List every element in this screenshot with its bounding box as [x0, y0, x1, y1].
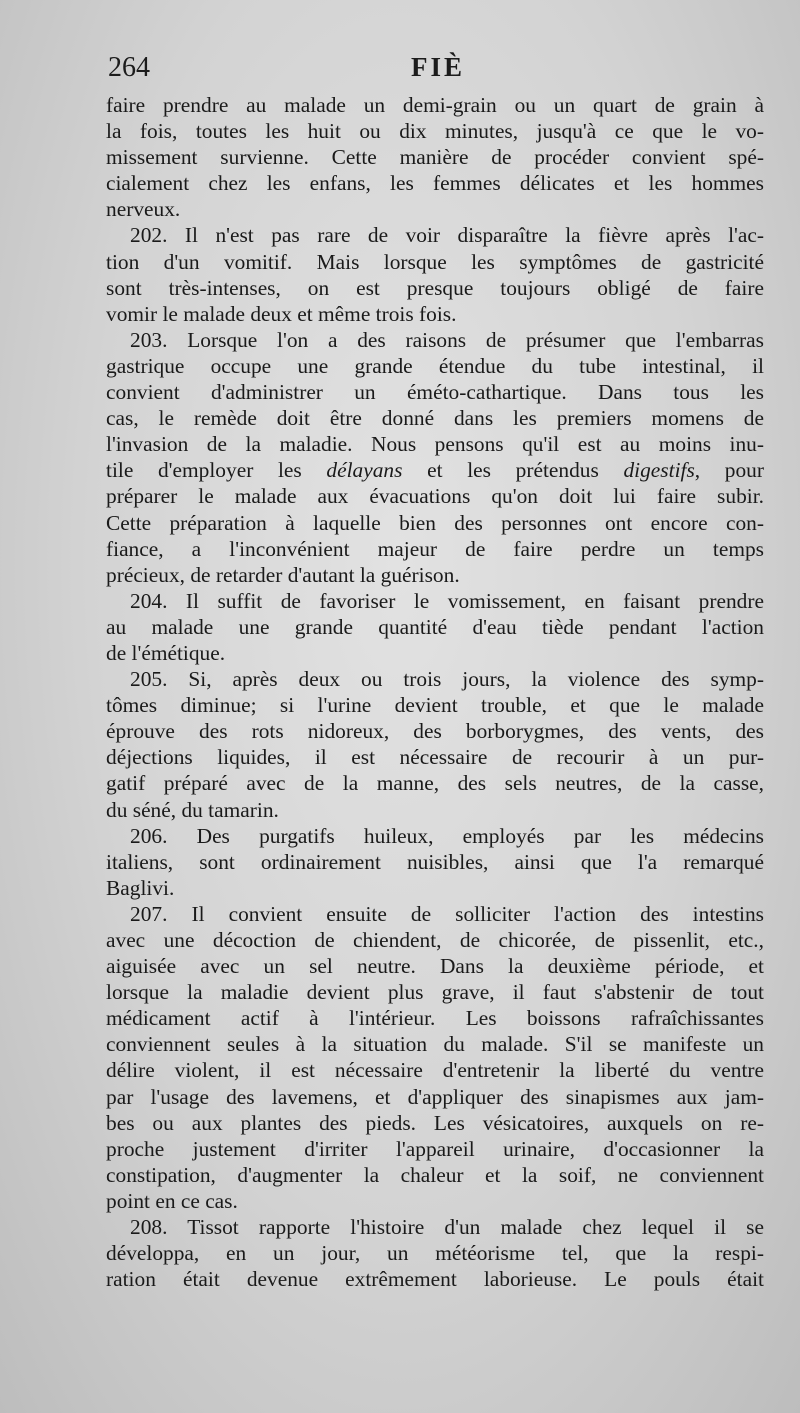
text-segment: , pour	[694, 458, 765, 483]
text-line: tion d'un vomitif. Mais lorsque les symptômes de gastricité	[106, 249, 764, 274]
text-line: constipation, d'augmenter la chaleur et la soif, ne conviennent	[106, 1162, 764, 1187]
text-line: conviennent seules à la situation du malade. S'il se manifeste un	[106, 1032, 764, 1057]
text-line: par l'usage des lavemens, et d'appliquer des sinapismes aux jam-	[106, 1084, 764, 1109]
text-line: médicament actif à l'intérieur. Les boissons rafraîchissantes	[106, 1006, 764, 1031]
text-line: 207. Il convient ensuite de solliciter l'action des intestins	[130, 901, 764, 926]
text-line: Baglivi.	[106, 875, 175, 900]
text-line: tômes diminue; si l'urine devient trouble, et que le malade	[106, 693, 764, 718]
text-line: bes ou aux plantes des pieds. Les vésicatoires, auxquels on re-	[106, 1110, 764, 1135]
text-line: l'invasion de la maladie. Nous pensons qu'il est au moins inu-	[106, 432, 764, 457]
text-line: la fois, toutes les huit ou dix minutes, jusqu'à ce que le vo-	[106, 119, 764, 144]
text-line	[106, 457, 764, 483]
text-line: proche justement d'irriter l'appareil urinaire, d'occasionner la	[106, 1136, 764, 1161]
text-segment: tile d'employer les	[106, 458, 327, 483]
text-line: de l'émétique.	[106, 640, 226, 665]
text-line: gatif préparé avec de la manne, des sels neutres, de la casse,	[106, 771, 764, 796]
text-segment: et les prétendus	[402, 458, 624, 483]
text-line: 204. Il suffit de favoriser le vomissement, en faisant prendre	[130, 588, 764, 613]
text-line: aiguisée avec un sel neutre. Dans la deuxième période, et	[106, 954, 764, 979]
text-line: point en ce cas.	[106, 1188, 238, 1213]
text-line: développa, en un jour, un météorisme tel, que la respi-	[106, 1241, 764, 1266]
text-line: 203. Lorsque l'on a des raisons de présumer que l'embarras	[130, 327, 764, 352]
text-line: 208. Tissot rapporte l'histoire d'un malade chez lequel il se	[130, 1215, 764, 1240]
page-number: 264	[108, 52, 150, 83]
italic-term: digestifs	[623, 458, 695, 483]
text-line: précieux, de retarder d'autant la guérison.	[106, 562, 460, 587]
text-line: au malade une grande quantité d'eau tiède pendant l'action	[106, 614, 764, 639]
text-line: déjections liquides, il est nécessaire de recourir à un pur-	[106, 745, 764, 770]
text-line: du séné, du tamarin.	[106, 797, 279, 822]
text-line: sont très-intenses, on est presque toujours obligé de faire	[106, 275, 764, 300]
text-line: gastrique occupe une grande étendue du tube intestinal, il	[106, 353, 764, 378]
text-line: délire violent, il est nécessaire d'entretenir la liberté du ventre	[106, 1058, 764, 1083]
text-line: 202. Il n'est pas rare de voir disparaître la fièvre après l'ac-	[130, 223, 764, 248]
text-line: nerveux.	[106, 197, 181, 222]
text-line: lorsque la maladie devient plus grave, il faut s'abstenir de tout	[106, 980, 764, 1005]
text-line: missement survienne. Cette manière de procéder convient spé-	[106, 145, 764, 170]
running-head: FIÈ	[410, 52, 465, 82]
text-line: éprouve des rots nidoreux, des borborygmes, des vents, des	[106, 719, 764, 744]
text-line: Cette préparation à laquelle bien des personnes ont encore con-	[106, 510, 764, 535]
page-header	[108, 52, 768, 86]
body-text	[106, 92, 764, 1292]
text-line: cialement chez les enfans, les femmes délicates et les hommes	[106, 171, 764, 196]
text-line: convient d'administrer un éméto-cathartique. Dans tous les	[106, 380, 764, 405]
text-line: faire prendre au malade un demi-grain ou un quart de grain à	[106, 93, 764, 117]
text-line: vomir le malade deux et même trois fois.	[106, 301, 457, 326]
text-line: cas, le remède doit être donné dans les premiers momens de	[106, 406, 764, 431]
text-line: ration était devenue extrêmement laborieuse. Le pouls était	[106, 1267, 764, 1292]
text-line: italiens, sont ordinairement nuisibles, ainsi que l'a remarqué	[106, 849, 764, 874]
text-line: préparer le malade aux évacuations qu'on doit lui faire subir.	[106, 484, 764, 509]
text-line: fiance, a l'inconvénient majeur de faire perdre un temps	[106, 536, 764, 561]
italic-term: délayans	[326, 458, 403, 483]
text-line: 206. Des purgatifs huileux, employés par les médecins	[130, 823, 764, 848]
text-line: 205. Si, après deux ou trois jours, la violence des symp-	[130, 667, 764, 692]
text-line: avec une décoction de chiendent, de chicorée, de pissenlit, etc.,	[106, 928, 764, 952]
